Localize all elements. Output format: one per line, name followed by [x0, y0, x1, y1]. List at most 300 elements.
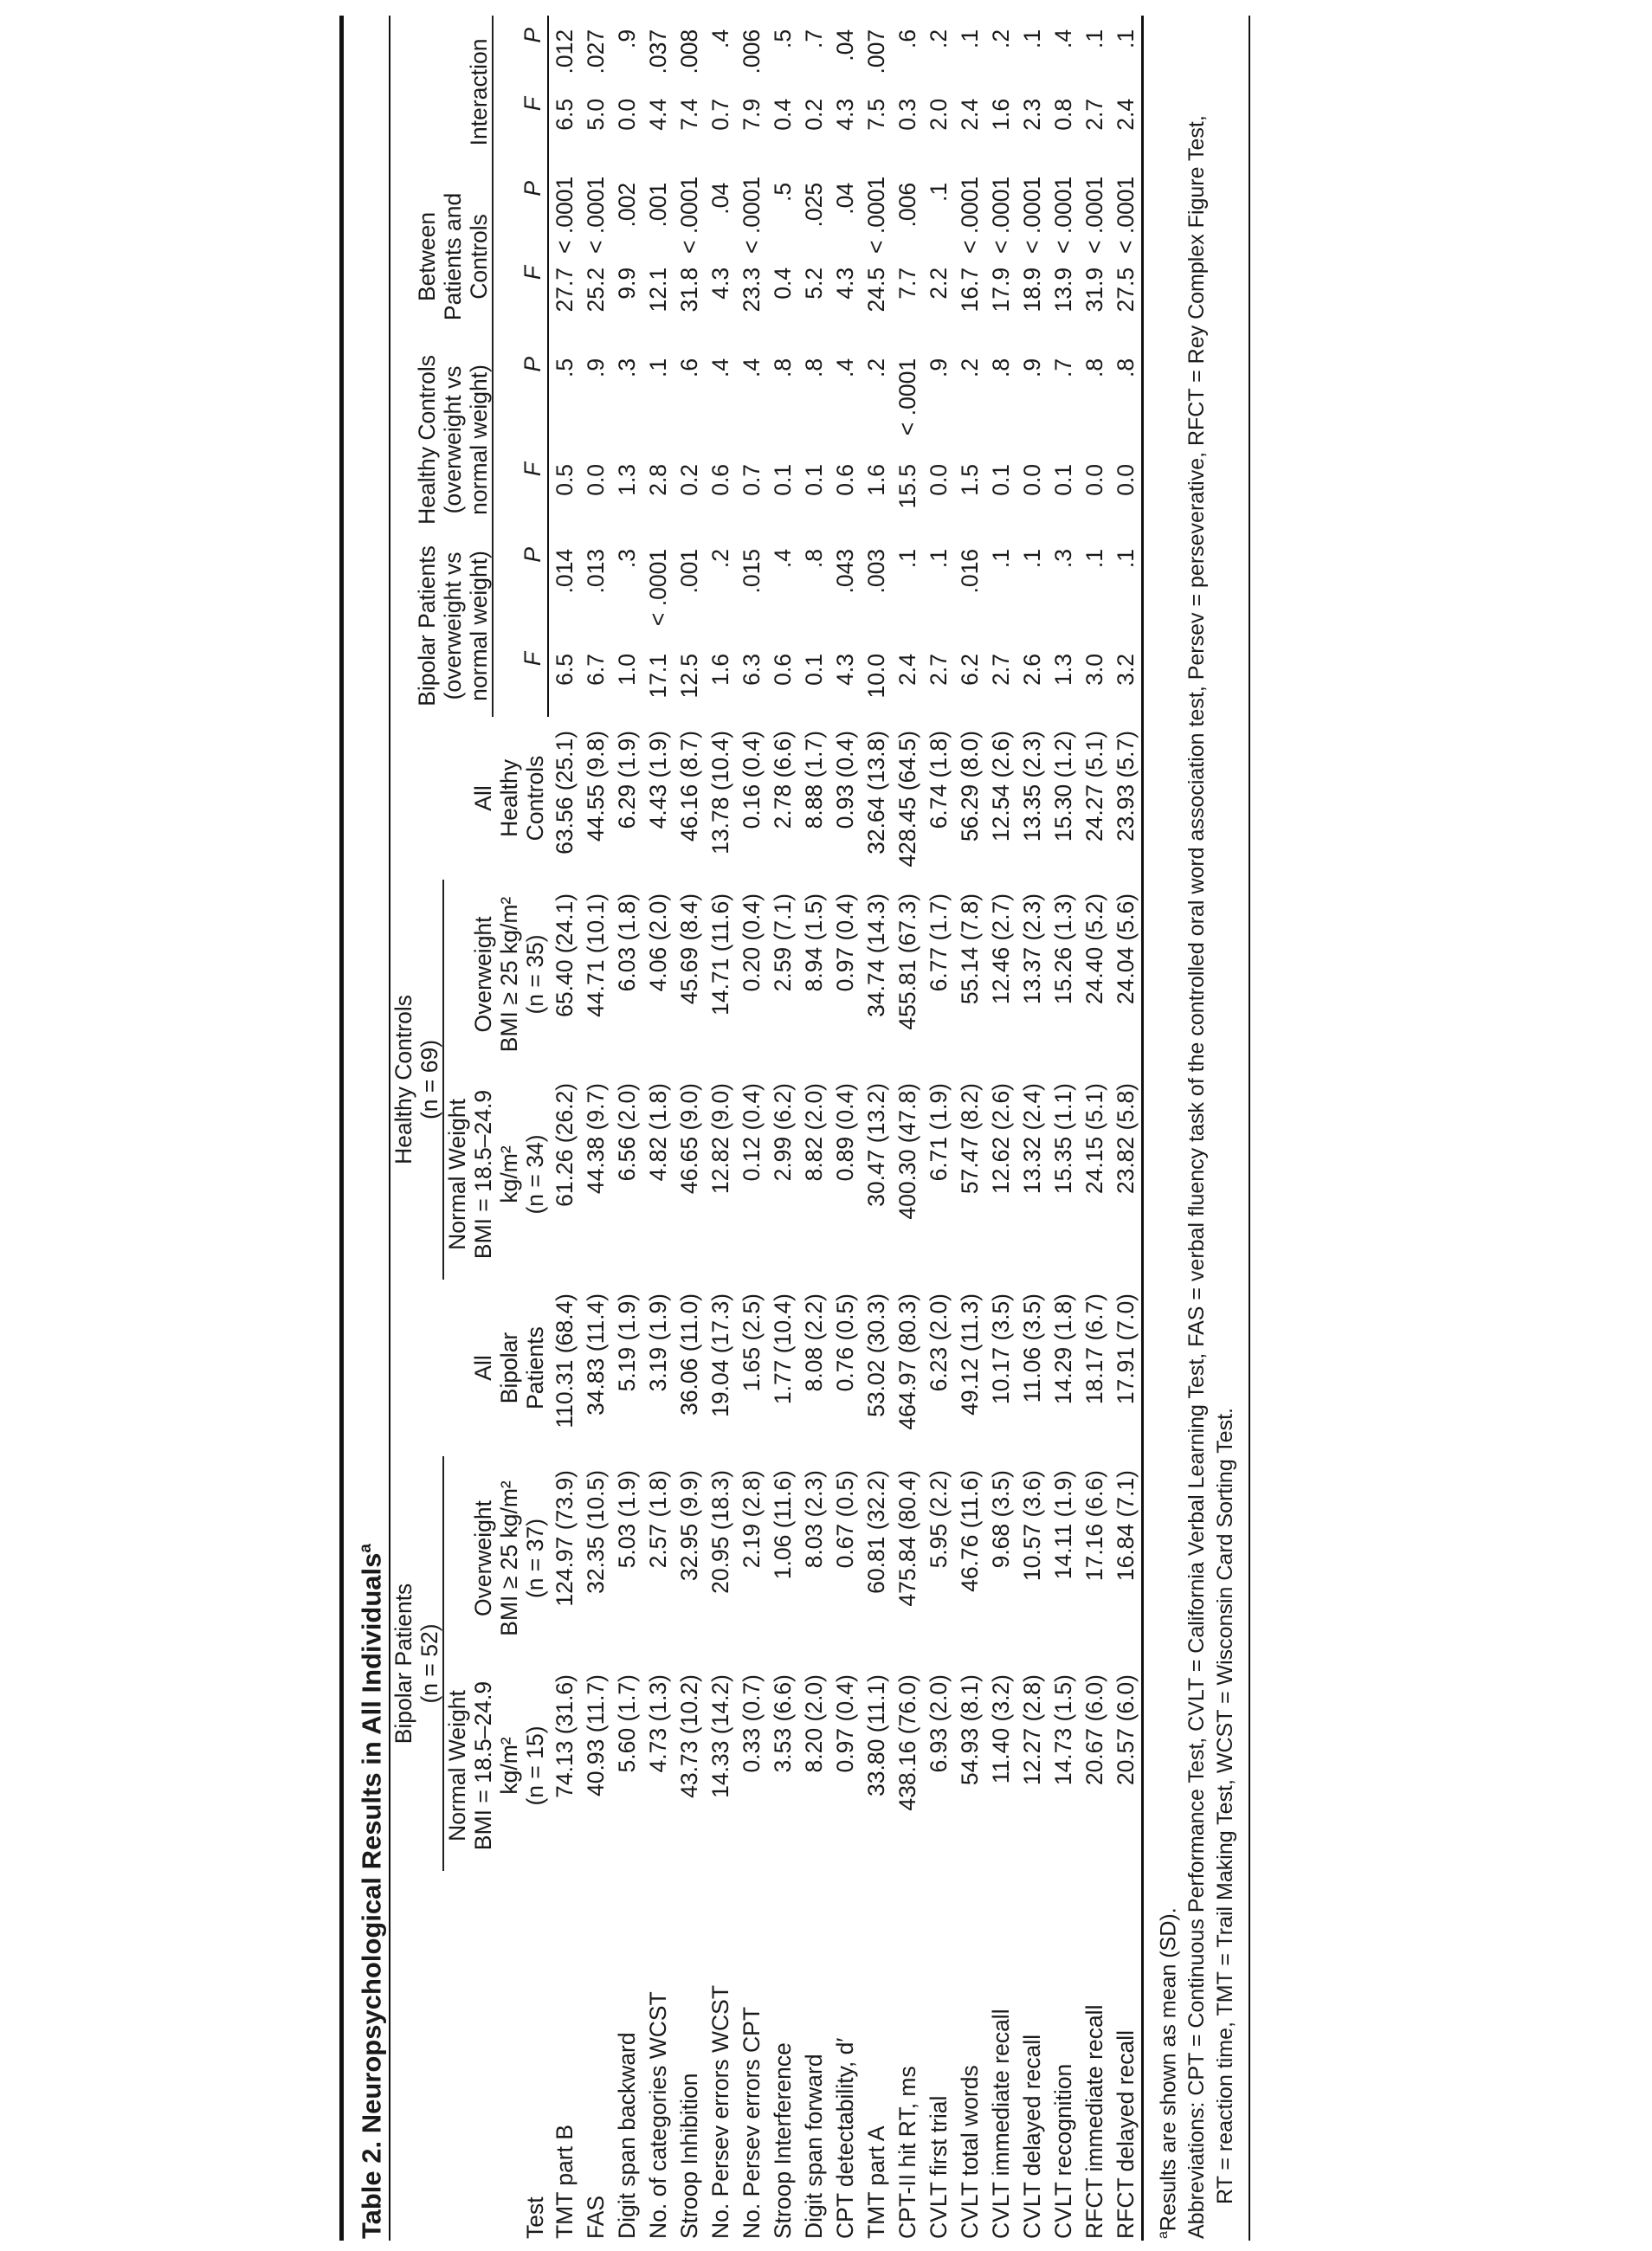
- header-bp-overweight: Overweight BMI ≥ 25 kg/m² (n = 37): [470, 1480, 548, 1636]
- value-cell: 0.33 (0.7): [739, 1674, 765, 1773]
- value-cell: 1.5: [957, 463, 983, 496]
- value-cell: .4: [707, 29, 733, 49]
- value-cell: .003: [863, 548, 889, 594]
- value-cell: 7.5: [863, 98, 889, 131]
- header-stat-interaction: Interaction: [390, 16, 493, 169]
- value-cell: 0.1: [801, 653, 827, 686]
- value-cell: .3: [1050, 548, 1076, 569]
- value-cell: 16.84 (7.1): [1110, 1456, 1143, 1661]
- value-cell: .8: [801, 358, 827, 378]
- value-cell: 24.15 (5.1): [1081, 1082, 1107, 1195]
- table-row: [892, 16, 923, 2241]
- test-name-cell: CVLT recognition: [1050, 2063, 1076, 2239]
- value-cell: .1: [926, 182, 952, 203]
- value-cell: 34.74 (14.3): [863, 893, 889, 1017]
- value-cell: 0.1: [770, 463, 796, 496]
- value-cell: 15.35 (1.1): [1050, 1082, 1076, 1195]
- value-cell: 4.82 (1.8): [645, 1082, 671, 1182]
- table-row: [642, 16, 674, 2241]
- value-cell: < .0001: [645, 548, 671, 627]
- value-cell: 20.95 (18.3): [707, 1469, 733, 1594]
- footnote-abbreviations: Abbreviations: CPT = Continuous Performance Test, CVLT = California Verbal Learning Test, FAS = verbal fluency task of the controlled oral word association test, Persev = perseverative, RFCT = Rey Complex Figure Test,: [1184, 115, 1210, 2239]
- footnote-marker: a: [357, 1544, 375, 1553]
- test-name-cell: No. Persev errors WCST: [707, 1984, 733, 2239]
- value-cell: 0.1: [801, 463, 827, 496]
- value-cell: 61.26 (26.2): [551, 1082, 578, 1207]
- value-cell: 13.37 (2.3): [1019, 893, 1045, 1005]
- value-cell: 4.3: [707, 267, 733, 300]
- value-cell: 1.6: [707, 653, 733, 686]
- value-cell: < .0001: [1110, 169, 1143, 254]
- value-cell: 475.84 (80.4): [894, 1469, 920, 1607]
- value-cell: 0.97 (0.4): [832, 893, 858, 992]
- value-cell: 8.08 (2.2): [801, 1293, 827, 1392]
- value-cell: .3: [614, 358, 640, 378]
- results-table: [390, 16, 1144, 2241]
- header-f: F: [493, 640, 548, 717]
- header-p: P: [493, 169, 548, 254]
- test-name-cell: CVLT immediate recall: [988, 2009, 1014, 2239]
- value-cell: 44.71 (10.1): [583, 893, 609, 1017]
- value-cell: 0.20 (0.4): [739, 893, 765, 992]
- value-cell: .1: [957, 29, 983, 49]
- value-cell: 14.33 (14.2): [707, 1674, 733, 1798]
- table-footnotes: [1144, 16, 1250, 2241]
- value-cell: 2.7: [926, 653, 952, 686]
- value-cell: 55.14 (7.8): [957, 893, 983, 1005]
- value-cell: 4.06 (2.0): [645, 893, 671, 992]
- value-cell: 24.04 (5.6): [1110, 880, 1143, 1069]
- value-cell: 0.0: [926, 463, 952, 496]
- value-cell: < .0001: [957, 176, 983, 254]
- value-cell: .8: [1110, 345, 1143, 450]
- value-cell: 5.95 (2.2): [926, 1469, 952, 1569]
- value-cell: 24.5: [863, 267, 889, 313]
- value-cell: 2.59 (7.1): [770, 893, 796, 992]
- value-cell: 53.02 (30.3): [863, 1293, 889, 1417]
- value-cell: .7: [1050, 358, 1076, 378]
- value-cell: < .0001: [988, 176, 1014, 254]
- footnote-a: $^a$Results are shown as mean (SD).: [1156, 1907, 1181, 2239]
- value-cell: < .0001: [863, 176, 889, 254]
- value-cell: 6.29 (1.9): [614, 730, 640, 829]
- value-cell: .9: [583, 358, 609, 378]
- value-cell: 6.7: [583, 653, 609, 686]
- value-cell: 6.93 (2.0): [926, 1674, 952, 1773]
- header-stat-healthy: Healthy Controls (overweight vs normal weight): [390, 345, 493, 535]
- test-name-cell: CPT-II hit RT, ms: [894, 2066, 920, 2239]
- header-healthy-group: Healthy Controls (n = 69): [390, 880, 443, 1280]
- value-cell: .013: [583, 548, 609, 594]
- value-cell: 1.6: [863, 463, 889, 496]
- value-cell: .006: [739, 29, 765, 74]
- value-cell: 0.67 (0.5): [832, 1469, 858, 1569]
- value-cell: < .0001: [583, 176, 609, 254]
- value-cell: 46.65 (9.0): [676, 1082, 702, 1195]
- value-cell: 32.64 (13.8): [863, 730, 889, 855]
- value-cell: 17.1: [645, 653, 671, 699]
- value-cell: .016: [957, 548, 983, 594]
- value-cell: < .0001: [739, 176, 765, 254]
- value-cell: 15.26 (1.3): [1050, 893, 1076, 1005]
- table-row: [674, 16, 705, 2241]
- value-cell: < .0001: [552, 176, 578, 254]
- value-cell: 0.12 (0.4): [739, 1082, 765, 1182]
- value-cell: 13.78 (10.4): [707, 730, 733, 855]
- value-cell: .8: [801, 548, 827, 569]
- value-cell: .1: [1019, 548, 1045, 569]
- value-cell: .8: [770, 358, 796, 378]
- value-cell: 0.76 (0.5): [832, 1293, 858, 1392]
- value-cell: .014: [552, 548, 578, 594]
- header-hc-overweight: Overweight BMI ≥ 25 kg/m² (n = 35): [470, 896, 548, 1053]
- value-cell: .1: [988, 548, 1014, 569]
- value-cell: 0.0: [1110, 450, 1143, 535]
- value-cell: 17.9: [988, 267, 1014, 313]
- table-body: [548, 16, 1143, 2241]
- value-cell: 124.97 (73.9): [551, 1469, 578, 1607]
- value-cell: 45.69 (8.4): [676, 893, 702, 1005]
- value-cell: 27.7: [552, 267, 578, 313]
- value-cell: 12.5: [676, 653, 702, 699]
- header-f: F: [493, 254, 548, 345]
- value-cell: .008: [676, 29, 702, 74]
- header-p: P: [493, 345, 548, 450]
- header-bipolar-group: Bipolar Patients (n = 52): [390, 1456, 443, 1871]
- value-cell: 31.8: [676, 267, 702, 313]
- value-cell: 12.27 (2.8): [1019, 1674, 1045, 1786]
- value-cell: .2: [707, 548, 733, 569]
- value-cell: .4: [1050, 29, 1076, 49]
- value-cell: .007: [863, 29, 889, 74]
- value-cell: 10.57 (3.6): [1019, 1469, 1045, 1582]
- value-cell: .1: [1019, 29, 1045, 49]
- value-cell: .04: [832, 182, 858, 215]
- value-cell: 0.0: [1019, 463, 1045, 496]
- value-cell: 27.5: [1110, 254, 1143, 345]
- value-cell: 31.9: [1081, 267, 1107, 313]
- value-cell: .001: [645, 182, 671, 228]
- value-cell: .04: [707, 182, 733, 215]
- value-cell: .1: [645, 358, 671, 378]
- value-cell: 12.82 (9.0): [707, 1082, 733, 1195]
- value-cell: .6: [894, 29, 920, 49]
- value-cell: < .0001: [894, 358, 920, 436]
- value-cell: 63.56 (25.1): [551, 730, 578, 855]
- value-cell: .2: [863, 358, 889, 378]
- value-cell: 15.5: [894, 463, 920, 509]
- value-cell: 13.9: [1050, 267, 1076, 313]
- value-cell: 11.06 (3.5): [1019, 1293, 1045, 1403]
- value-cell: 0.93 (0.4): [832, 730, 858, 829]
- value-cell: .012: [552, 29, 578, 74]
- value-cell: 110.31 (68.4): [551, 1293, 578, 1429]
- table-row: [985, 16, 1016, 2241]
- value-cell: 24.27 (5.1): [1081, 730, 1107, 842]
- value-cell: 33.80 (11.1): [863, 1674, 889, 1796]
- value-cell: 6.5: [552, 98, 578, 131]
- value-cell: 0.4: [770, 267, 796, 300]
- value-cell: 60.81 (32.2): [863, 1469, 889, 1594]
- header-f: F: [493, 85, 548, 169]
- table-row: [705, 16, 736, 2241]
- value-cell: 2.8: [645, 463, 671, 496]
- value-cell: 1.3: [614, 463, 640, 496]
- footnote-abbreviations-cont: RT = reaction time, TMT = Trail Making Test, WCST = Wisconsin Card Sorting Test.: [1213, 1407, 1238, 2204]
- value-cell: 12.46 (2.7): [988, 893, 1014, 1005]
- value-cell: 1.06 (11.6): [770, 1469, 796, 1580]
- value-cell: 8.03 (2.3): [801, 1469, 827, 1569]
- value-cell: .025: [801, 182, 827, 228]
- value-cell: 9.9: [614, 267, 640, 300]
- value-cell: .1: [1081, 29, 1107, 49]
- table-row: [954, 16, 985, 2241]
- table-row: [548, 16, 580, 2241]
- value-cell: 9.68 (3.5): [988, 1469, 1014, 1569]
- value-cell: 8.94 (1.5): [801, 893, 827, 992]
- value-cell: .1: [1110, 16, 1143, 85]
- value-cell: .5: [770, 182, 796, 203]
- value-cell: 6.2: [957, 653, 983, 686]
- value-cell: 1.3: [1050, 653, 1076, 686]
- value-cell: .9: [614, 29, 640, 49]
- value-cell: 2.19 (2.8): [739, 1469, 765, 1569]
- value-cell: 5.0: [583, 98, 609, 131]
- header-test: Test: [522, 2196, 548, 2239]
- value-cell: 32.95 (9.9): [676, 1469, 702, 1582]
- value-cell: 14.29 (1.8): [1050, 1293, 1076, 1405]
- value-cell: < .0001: [676, 176, 702, 254]
- value-cell: 5.03 (1.9): [614, 1469, 640, 1569]
- value-cell: 8.82 (2.0): [801, 1082, 827, 1182]
- value-cell: 25.2: [583, 267, 609, 313]
- value-cell: < .0001: [1019, 176, 1045, 254]
- value-cell: .5: [770, 29, 796, 49]
- value-cell: 0.7: [707, 98, 733, 131]
- value-cell: 0.8: [1050, 98, 1076, 131]
- value-cell: 0.16 (0.4): [739, 730, 765, 829]
- value-cell: 19.04 (17.3): [707, 1293, 733, 1417]
- value-cell: 455.81 (67.3): [894, 893, 920, 1030]
- value-cell: 428.45 (64.5): [894, 730, 920, 868]
- value-cell: .1: [926, 548, 952, 569]
- value-cell: 1.65 (2.5): [739, 1293, 765, 1392]
- value-cell: 2.4: [1110, 85, 1143, 169]
- value-cell: .002: [614, 182, 640, 228]
- value-cell: 49.12 (11.3): [957, 1293, 983, 1416]
- value-cell: 44.55 (9.8): [583, 730, 609, 842]
- table-row: [580, 16, 611, 2241]
- value-cell: 16.7: [957, 267, 983, 313]
- value-cell: 14.11 (1.9): [1050, 1469, 1076, 1580]
- value-cell: 54.93 (8.1): [957, 1674, 983, 1786]
- header-p: P: [493, 535, 548, 640]
- value-cell: 13.32 (2.4): [1019, 1082, 1045, 1195]
- value-cell: 6.71 (1.9): [926, 1082, 952, 1182]
- table-title-text: Table 2. Neuropsychological Results in All Individuals: [356, 1552, 387, 2239]
- header-bp-normal: Normal Weight BMI = 18.5–24.9 kg/m² (n = 15): [444, 1680, 548, 1851]
- test-name-cell: CVLT total words: [957, 2065, 983, 2239]
- value-cell: .7: [801, 29, 827, 49]
- value-cell: .3: [614, 548, 640, 569]
- test-name-cell: Digit span forward: [801, 2054, 827, 2239]
- value-cell: 0.6: [770, 653, 796, 686]
- value-cell: .1: [1081, 548, 1107, 569]
- value-cell: 24.40 (5.2): [1081, 893, 1107, 1005]
- value-cell: .027: [583, 29, 609, 74]
- value-cell: 4.73 (1.3): [645, 1674, 671, 1773]
- value-cell: 7.9: [739, 98, 765, 131]
- rotated-table-page: [339, 16, 1300, 2241]
- value-cell: 400.30 (47.8): [894, 1082, 920, 1220]
- header-p: P: [493, 16, 548, 85]
- value-cell: 2.78 (6.6): [770, 730, 796, 829]
- header-stat-bipolar: Bipolar Patients (overweight vs normal weight): [390, 535, 493, 717]
- table-row: [829, 16, 861, 2241]
- value-cell: .037: [645, 29, 671, 74]
- value-cell: 17.16 (6.6): [1081, 1469, 1107, 1582]
- value-cell: .6: [676, 358, 702, 378]
- value-cell: 6.74 (1.8): [926, 730, 952, 829]
- value-cell: 6.23 (2.0): [926, 1293, 952, 1392]
- value-cell: 6.3: [739, 653, 765, 686]
- value-cell: 0.2: [676, 463, 702, 496]
- value-cell: 2.7: [988, 653, 1014, 686]
- value-cell: .2: [957, 358, 983, 378]
- value-cell: .9: [1019, 358, 1045, 378]
- value-cell: .015: [739, 548, 765, 594]
- value-cell: 43.73 (10.2): [676, 1674, 702, 1798]
- table-row: [798, 16, 829, 2241]
- value-cell: 5.2: [801, 267, 827, 300]
- value-cell: .4: [832, 358, 858, 378]
- value-cell: .1: [1110, 535, 1143, 640]
- value-cell: .9: [926, 358, 952, 378]
- value-cell: 2.2: [926, 267, 952, 300]
- value-cell: 4.3: [832, 267, 858, 300]
- value-cell: < .0001: [1081, 176, 1107, 254]
- value-cell: 18.17 (6.7): [1081, 1293, 1107, 1405]
- value-cell: 65.40 (24.1): [551, 893, 578, 1017]
- value-cell: 2.3: [1019, 98, 1045, 131]
- value-cell: 30.47 (13.2): [863, 1082, 889, 1207]
- value-cell: 6.5: [552, 653, 578, 686]
- value-cell: 5.60 (1.7): [614, 1674, 640, 1773]
- value-cell: 4.43 (1.9): [645, 730, 671, 829]
- value-cell: 1.0: [614, 653, 640, 686]
- value-cell: 0.1: [988, 463, 1014, 496]
- value-cell: 6.03 (1.8): [614, 893, 640, 992]
- test-name-cell: Stroop Interference: [770, 2042, 796, 2239]
- table-row: [861, 16, 892, 2241]
- test-name-cell: Stroop Inhibition: [676, 2073, 702, 2239]
- value-cell: 3.19 (1.9): [645, 1293, 671, 1392]
- table-row: [736, 16, 767, 2241]
- header-bp-all: All Bipolar Patients: [470, 1326, 548, 1409]
- value-cell: 0.89 (0.4): [832, 1082, 858, 1182]
- value-cell: 23.3: [739, 267, 765, 313]
- header-hc-all: All Healthy Controls: [470, 755, 548, 842]
- value-cell: 3.53 (6.6): [770, 1674, 796, 1773]
- value-cell: .006: [894, 182, 920, 228]
- value-cell: 46.76 (11.6): [957, 1469, 983, 1592]
- value-cell: 8.88 (1.7): [801, 730, 827, 829]
- value-cell: .5: [552, 358, 578, 378]
- value-cell: 464.97 (80.3): [894, 1293, 920, 1430]
- value-cell: .2: [926, 29, 952, 49]
- value-cell: 0.6: [832, 463, 858, 496]
- value-cell: 0.0: [614, 98, 640, 131]
- value-cell: 18.9: [1019, 267, 1045, 313]
- test-name-cell: CVLT delayed recall: [1019, 2034, 1045, 2239]
- test-name-cell: Digit span backward: [614, 2032, 640, 2239]
- value-cell: 46.16 (8.7): [676, 730, 702, 842]
- header-f: F: [493, 450, 548, 535]
- value-cell: 0.7: [739, 463, 765, 496]
- value-cell: 17.91 (7.0): [1110, 1280, 1143, 1456]
- test-name-cell: RFCT immediate recall: [1081, 2004, 1107, 2239]
- value-cell: 6.56 (2.0): [614, 1082, 640, 1182]
- value-cell: .4: [707, 358, 733, 378]
- value-cell: 1.6: [988, 98, 1014, 131]
- value-cell: 57.47 (8.2): [957, 1082, 983, 1195]
- value-cell: 5.19 (1.9): [614, 1293, 640, 1392]
- value-cell: 2.6: [1019, 653, 1045, 686]
- value-cell: 2.4: [957, 98, 983, 131]
- test-name-cell: CPT detectability, d′: [832, 2037, 858, 2239]
- value-cell: 0.0: [1081, 463, 1107, 496]
- value-cell: .8: [988, 358, 1014, 378]
- test-name-cell: No. of categories WCST: [645, 1991, 671, 2239]
- value-cell: 6.77 (1.7): [926, 893, 952, 992]
- value-cell: 2.57 (1.8): [645, 1469, 671, 1569]
- value-cell: 36.06 (11.0): [676, 1293, 702, 1416]
- value-cell: 10.0: [863, 653, 889, 699]
- table-header: [390, 16, 548, 2241]
- value-cell: 0.1: [1050, 463, 1076, 496]
- value-cell: 0.97 (0.4): [832, 1674, 858, 1773]
- table-row: [1110, 16, 1143, 2241]
- value-cell: .4: [770, 548, 796, 569]
- value-cell: < .0001: [1050, 176, 1076, 254]
- value-cell: 0.4: [770, 98, 796, 131]
- value-cell: 2.4: [894, 653, 920, 686]
- value-cell: 12.1: [645, 267, 671, 313]
- value-cell: 23.93 (5.7): [1110, 717, 1143, 880]
- value-cell: 10.17 (3.5): [988, 1293, 1014, 1405]
- value-cell: .2: [988, 29, 1014, 49]
- value-cell: 13.35 (2.3): [1019, 730, 1045, 842]
- value-cell: 4.3: [832, 98, 858, 131]
- value-cell: 0.0: [583, 463, 609, 496]
- value-cell: 1.77 (10.4): [770, 1293, 796, 1405]
- value-cell: 4.4: [645, 98, 671, 131]
- value-cell: 2.7: [1081, 98, 1107, 131]
- value-cell: 3.0: [1081, 653, 1107, 686]
- value-cell: 0.6: [707, 463, 733, 496]
- value-cell: .04: [832, 29, 858, 61]
- test-name-cell: No. Persev errors CPT: [739, 2006, 765, 2239]
- value-cell: 15.30 (1.2): [1050, 730, 1076, 842]
- value-cell: 34.83 (11.4): [583, 1293, 609, 1416]
- value-cell: 44.38 (9.7): [583, 1082, 609, 1195]
- value-cell: 2.0: [926, 98, 952, 131]
- test-name-cell: FAS: [583, 2195, 609, 2239]
- table-row: [923, 16, 954, 2241]
- value-cell: 3.2: [1110, 640, 1143, 717]
- value-cell: .1: [894, 548, 920, 569]
- value-cell: .001: [676, 548, 702, 594]
